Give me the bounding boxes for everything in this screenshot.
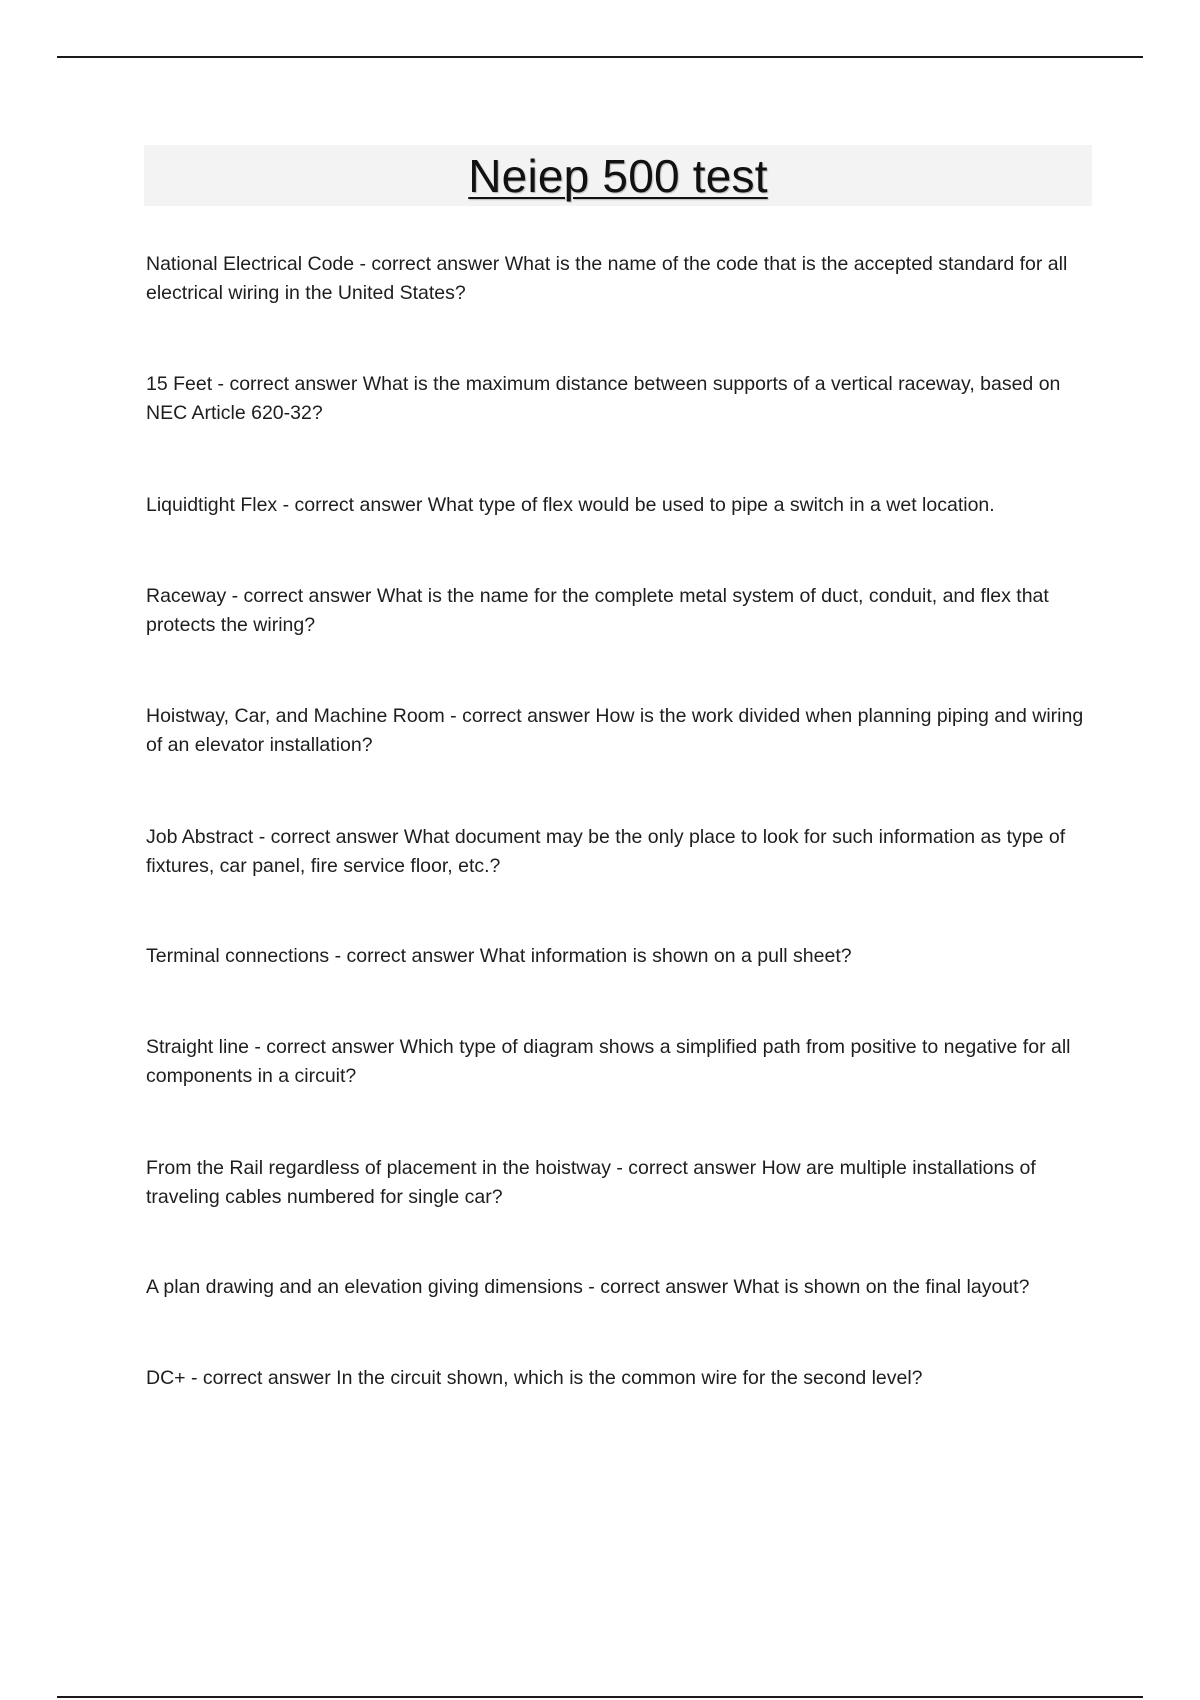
qa-item-7: Terminal connections - correct answer What information is shown on a pull sheet? [146,945,852,967]
qa-item-5: Hoistway, Car, and Machine Room - correct answer How is the work divided when planning piping and wiring of an elevator installation? [146,705,1084,756]
qa-item-2: 15 Feet - correct answer What is the maximum distance between supports of a vertical raceway, based on NEC Article 620-32? [146,373,1061,424]
title-band [144,145,1092,206]
qa-item-4: Raceway - correct answer What is the name for the complete metal system of duct, conduit, and flex that protects the wiring? [146,585,1049,636]
qa-item-9: From the Rail regardless of placement in the hoistway - correct answer How are multiple installations of traveling cables numbered for single car? [146,1157,1036,1208]
qa-item-11: DC+ - correct answer In the circuit shown, which is the common wire for the second level? [146,1367,923,1389]
document-title: Neiep 500 test [468,149,768,202]
qa-item-3: Liquidtight Flex - correct answer What type of flex would be used to pipe a switch in a wet location. [146,494,995,516]
bottom-rule [57,1696,1143,1698]
qa-item-8: Straight line - correct answer Which type of diagram shows a simplified path from positive to negative for all components in a circuit? [146,1036,1071,1087]
qa-item-1: National Electrical Code - correct answer What is the name of the code that is the accepted standard for all electrical wiring in the United States? [146,253,1068,304]
qa-item-6: Job Abstract - correct answer What document may be the only place to look for such information as type of fixtures, car panel, fire service floor, etc.? [146,826,1066,877]
top-rule [57,56,1143,58]
qa-item-10: A plan drawing and an elevation giving dimensions - correct answer What is shown on the final layout? [146,1276,1030,1298]
